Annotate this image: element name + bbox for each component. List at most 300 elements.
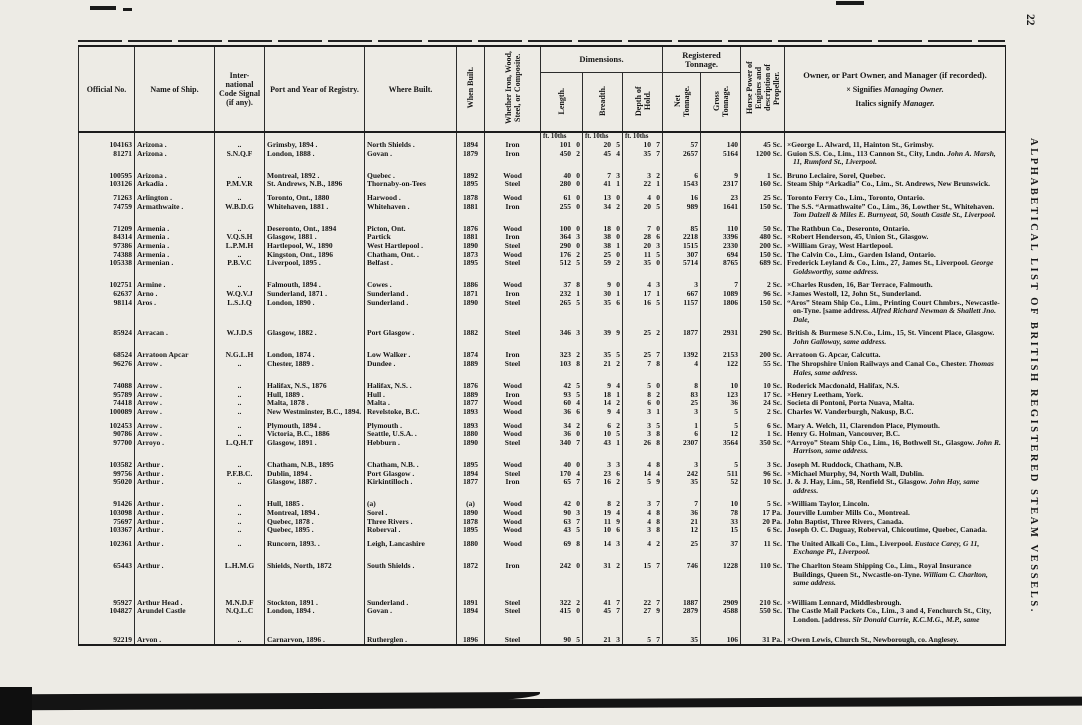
cell-where-built: Sorel .	[365, 509, 457, 518]
cell-depth: 20 5	[623, 203, 663, 220]
cell-code-signal: ..	[215, 251, 265, 260]
cell-when-built: 1871	[457, 290, 485, 299]
cell-when-built: 1895	[457, 526, 485, 535]
table-row	[79, 346, 1006, 360]
table-row	[79, 299, 1006, 325]
cell-horse-power: 160 Sc.	[741, 180, 785, 189]
cell-when-built: 1879	[457, 150, 485, 167]
cell-official-no: 97700	[79, 439, 135, 456]
cell-official-no: 74088	[79, 377, 135, 391]
table-row	[79, 203, 1006, 220]
cell-material: Wood	[485, 220, 541, 234]
cell-length: 450 2	[541, 150, 583, 167]
cell-port-registry: Sunderland, 1871 .	[265, 290, 365, 299]
cell-gross-tonnage: 122	[701, 360, 741, 377]
cell-material: Steel	[485, 360, 541, 377]
cell-ship-name: Arthur .	[135, 470, 215, 479]
cell-net-tonnage: 746	[663, 557, 701, 588]
cell-where-built: Seattle, U.S.A. .	[365, 430, 457, 439]
cell-when-built: 1878	[457, 189, 485, 203]
cell-net-tonnage: 3	[663, 276, 701, 290]
cell-official-no: 103098	[79, 509, 135, 518]
cell-breadth: 35 6	[583, 299, 623, 325]
cell-material: Wood	[485, 167, 541, 181]
cell-depth: 17 1	[623, 290, 663, 299]
cell-material: Steel	[485, 180, 541, 189]
cell-horse-power: 290 Sc.	[741, 324, 785, 346]
cell-port-registry: Montreal, 1892 .	[265, 167, 365, 181]
cell-length: 170 4	[541, 470, 583, 479]
cell-port-registry: Halifax, N.S., 1876	[265, 377, 365, 391]
cell-gross-tonnage: 110	[701, 220, 741, 234]
cell-material: Iron	[485, 233, 541, 242]
cell-port-registry: Grimsby, 1894 .	[265, 141, 365, 150]
cell-when-built: 1889	[457, 360, 485, 377]
cell-owner: Henry G. Holman, Vancouver, B.C.	[785, 430, 1006, 439]
cell-ship-name: Arrow .	[135, 391, 215, 400]
cell-horse-power: 17 Pa.	[741, 509, 785, 518]
cell-where-built: Sunderland .	[365, 588, 457, 608]
cell-length: 42 5	[541, 377, 583, 391]
cell-material: Steel	[485, 588, 541, 608]
cell-where-built: Dundee .	[365, 360, 457, 377]
cell-where-built: Sunderland .	[365, 299, 457, 325]
cell-gross-tonnage: 12	[701, 430, 741, 439]
cell-gross-tonnage: 2153	[701, 346, 741, 360]
cell-owner: ×Owen Lewis, Church St., Newborough, co. Anglesey.	[785, 625, 1006, 646]
cell-gross-tonnage: 23	[701, 189, 741, 203]
scan-corner-artifact	[0, 687, 32, 725]
header-port-registry: Port and Year of Registry.	[265, 46, 365, 132]
cell-owner: Frederick Leyland & Co., Lim., 27, James St., Liverpool. George Goldsworthy, same address.	[785, 259, 1006, 276]
cell-breadth: 25 0	[583, 251, 623, 260]
table-row	[79, 417, 1006, 431]
cell-net-tonnage: 16	[663, 189, 701, 203]
cell-official-no: 74418	[79, 399, 135, 408]
cell-material: Steel	[485, 439, 541, 456]
cell-code-signal: W.B.D.G	[215, 203, 265, 220]
cell-breadth: 20 5	[583, 141, 623, 150]
cell-depth: 35 7	[623, 150, 663, 167]
cell-breadth: 7 3	[583, 167, 623, 181]
cell-ship-name: Armenia .	[135, 242, 215, 251]
cell-code-signal: ..	[215, 417, 265, 431]
cell-code-signal: ..	[215, 276, 265, 290]
cell-official-no: 74759	[79, 203, 135, 220]
cell-where-built: Govan .	[365, 150, 457, 167]
cell-code-signal: ..	[215, 391, 265, 400]
cell-depth: 7 8	[623, 360, 663, 377]
cell-owner: J. & J. Hay, Lim., 58, Renfield St., Glasgow. John Hay, same address.	[785, 478, 1006, 495]
cell-length: 280 0	[541, 180, 583, 189]
header-code-signal: Inter-national Code Signal (if any).	[215, 46, 265, 132]
cell-horse-power: 45 Sc.	[741, 141, 785, 150]
cell-official-no: 90786	[79, 430, 135, 439]
cell-ship-name: Arthur .	[135, 495, 215, 509]
unit-depth: ft. 10ths	[623, 132, 663, 141]
header-when-built: When Built.	[457, 46, 485, 132]
cell-length: 255 0	[541, 203, 583, 220]
cell-depth: 25 7	[623, 346, 663, 360]
cell-ship-name: Arno .	[135, 290, 215, 299]
cell-code-signal: ..	[215, 509, 265, 518]
table-row	[79, 324, 1006, 346]
cell-length: 323 2	[541, 346, 583, 360]
cell-ship-name: Armine .	[135, 276, 215, 290]
cell-owner: ×Henry Leetham, York.	[785, 391, 1006, 400]
cell-port-registry: London, 1894 .	[265, 607, 365, 624]
cell-code-signal: ..	[215, 518, 265, 527]
cell-material: Wood	[485, 399, 541, 408]
cell-when-built: 1894	[457, 141, 485, 150]
cell-code-signal: ..	[215, 189, 265, 203]
cell-port-registry: New Westminster, B.C., 1894.	[265, 408, 365, 417]
cell-gross-tonnage: 1089	[701, 290, 741, 299]
cell-gross-tonnage: 36	[701, 399, 741, 408]
cell-ship-name: Arizona .	[135, 167, 215, 181]
cell-length: 36 6	[541, 408, 583, 417]
cell-gross-tonnage: 694	[701, 251, 741, 260]
cell-length: 415 0	[541, 607, 583, 624]
side-title: ALPHABETICAL LIST OF BRITISH REGISTERED STEAM VESSELS.	[1028, 138, 1039, 615]
table-row	[79, 535, 1006, 557]
cell-breadth: 16 2	[583, 478, 623, 495]
cell-length: 265 5	[541, 299, 583, 325]
cell-net-tonnage: 7	[663, 495, 701, 509]
cell-code-signal: ..	[215, 430, 265, 439]
cell-ship-name: Arthur .	[135, 535, 215, 557]
cell-length: 364 3	[541, 233, 583, 242]
cell-port-registry: St. Andrews, N.B., 1896	[265, 180, 365, 189]
cell-gross-tonnage: 4588	[701, 607, 741, 624]
header-owner	[785, 46, 1006, 132]
cell-when-built: 1881	[457, 203, 485, 220]
cell-port-registry: Hull, 1889 .	[265, 391, 365, 400]
cell-code-signal: V.Q.S.H	[215, 233, 265, 242]
cell-net-tonnage: 83	[663, 391, 701, 400]
cell-when-built: 1873	[457, 251, 485, 260]
cell-gross-tonnage: 5	[701, 417, 741, 431]
cell-breadth: 18 1	[583, 391, 623, 400]
cell-code-signal: W.Q.V.J	[215, 290, 265, 299]
cell-depth: 3 8	[623, 430, 663, 439]
cell-material: Steel	[485, 470, 541, 479]
cell-horse-power: 350 Sc.	[741, 439, 785, 456]
cell-where-built: Whitehaven .	[365, 203, 457, 220]
cell-where-built: Hull .	[365, 391, 457, 400]
cell-ship-name: Armenia .	[135, 251, 215, 260]
cell-gross-tonnage: 1806	[701, 299, 741, 325]
cell-length: 90 5	[541, 625, 583, 646]
owner-note-managing: × Signifies Managing Owner.	[846, 84, 944, 94]
cell-code-signal: ..	[215, 456, 265, 470]
cell-length: 36 0	[541, 430, 583, 439]
cell-ship-name: Arroyo .	[135, 439, 215, 456]
cell-owner: Roderick Macdonald, Halifax, N.S.	[785, 377, 1006, 391]
cell-horse-power: 24 Sc.	[741, 399, 785, 408]
cell-where-built: North Shields .	[365, 141, 457, 150]
table-row	[79, 259, 1006, 276]
cell-net-tonnage: 1157	[663, 299, 701, 325]
cell-owner: “Arroyo” Steam Ship Co., Lim., 16, Bothwell St., Glasgow. John R. Harrison, same address.	[785, 439, 1006, 456]
cell-net-tonnage: 989	[663, 203, 701, 220]
cell-length: 100 0	[541, 220, 583, 234]
table-body	[79, 132, 1006, 645]
cell-port-registry: Chatham, N.B., 1895	[265, 456, 365, 470]
cell-code-signal: L.S.J.Q	[215, 299, 265, 325]
cell-code-signal: ..	[215, 141, 265, 150]
cell-code-signal: M.N.D.F	[215, 588, 265, 608]
cell-breadth: 34 2	[583, 203, 623, 220]
cell-official-no: 91426	[79, 495, 135, 509]
cell-official-no: 100089	[79, 408, 135, 417]
cell-where-built: Picton, Ont.	[365, 220, 457, 234]
cell-breadth: 10 6	[583, 526, 623, 535]
cell-material: Wood	[485, 408, 541, 417]
cell-depth: 10 7	[623, 141, 663, 150]
cell-breadth: 14 2	[583, 399, 623, 408]
cell-code-signal: ..	[215, 495, 265, 509]
cell-owner: Bruno Leclaire, Sorel, Quebec.	[785, 167, 1006, 181]
table-row	[79, 377, 1006, 391]
cell-official-no: 81271	[79, 150, 135, 167]
cell-net-tonnage: 1515	[663, 242, 701, 251]
cell-port-registry: Dublin, 1894 .	[265, 470, 365, 479]
cell-breadth: 19 4	[583, 509, 623, 518]
cell-official-no: 104827	[79, 607, 135, 624]
cell-port-registry: London, 1874 .	[265, 346, 365, 360]
cell-port-registry: Chester, 1889 .	[265, 360, 365, 377]
cell-code-signal: ..	[215, 535, 265, 557]
cell-ship-name: Arundel Castle	[135, 607, 215, 624]
cell-horse-power: 210 Sc.	[741, 588, 785, 608]
cell-code-signal: P.M.V.R	[215, 180, 265, 189]
cell-where-built: Port Glasgow .	[365, 470, 457, 479]
cell-length: 346 3	[541, 324, 583, 346]
cell-material: Iron	[485, 141, 541, 150]
cell-official-no: 65443	[79, 557, 135, 588]
cell-breadth: 41 7	[583, 588, 623, 608]
cell-when-built: 1890	[457, 299, 485, 325]
cell-gross-tonnage: 7	[701, 276, 741, 290]
cell-where-built: Govan .	[365, 607, 457, 624]
cell-where-built: Quebec .	[365, 167, 457, 181]
cell-port-registry: Montreal, 1894 .	[265, 509, 365, 518]
owner-title: Owner, or Part Owner, and Manager (if recorded).	[803, 69, 987, 80]
cell-port-registry: Deseronto, Ont., 1894	[265, 220, 365, 234]
cell-depth: 3 1	[623, 408, 663, 417]
cell-breadth: 41 1	[583, 180, 623, 189]
cell-owner: Guion S.S. Co., Lim., 113 Cannon St., City, Lndn. John A. Marsh, 11, Rumford St., Liverpool.	[785, 150, 1006, 167]
header-registered-tonnage: Registered Tonnage.	[663, 46, 741, 73]
cell-horse-power: 6 Sc.	[741, 526, 785, 535]
cell-horse-power: 550 Sc.	[741, 607, 785, 624]
table-head	[79, 46, 1006, 132]
cell-gross-tonnage: 2317	[701, 180, 741, 189]
cell-breadth: 10 5	[583, 430, 623, 439]
table-row	[79, 526, 1006, 535]
cell-port-registry: London, 1888 .	[265, 150, 365, 167]
cell-material: Wood	[485, 456, 541, 470]
cell-official-no: 103367	[79, 526, 135, 535]
cell-gross-tonnage: 10	[701, 495, 741, 509]
cell-net-tonnage: 6	[663, 430, 701, 439]
cell-horse-power: 1 Sc.	[741, 430, 785, 439]
cell-owner: ×James Westoll, 12, John St., Sunderland.	[785, 290, 1006, 299]
table-row	[79, 189, 1006, 203]
cell-gross-tonnage: 5164	[701, 150, 741, 167]
cell-horse-power: 31 Pa.	[741, 625, 785, 646]
cell-material: Wood	[485, 276, 541, 290]
cell-material: Steel	[485, 625, 541, 646]
header-net-tonnage: Net Tonnage.	[663, 73, 701, 132]
cell-where-built: Halifax, N.S. .	[365, 377, 457, 391]
cell-official-no: 71209	[79, 220, 135, 234]
cell-ship-name: Arrow .	[135, 360, 215, 377]
cell-length: 101 0	[541, 141, 583, 150]
cell-net-tonnage: 36	[663, 509, 701, 518]
cell-ship-name: Arrow .	[135, 430, 215, 439]
cell-material: Wood	[485, 509, 541, 518]
cell-depth: 3 8	[623, 526, 663, 535]
cell-owner: Jourville Lumber Mills Co., Montreal.	[785, 509, 1006, 518]
register-table	[78, 45, 1006, 646]
cell-depth: 22 1	[623, 180, 663, 189]
cell-when-built: 1895	[457, 180, 485, 189]
cell-net-tonnage: 25	[663, 535, 701, 557]
cell-when-built: 1877	[457, 399, 485, 408]
cell-owner: The United Alkali Co., Lim., Liverpool. Eustace Carey, G 11, Exchange Pl., Liverpool.	[785, 535, 1006, 557]
cell-official-no: 105338	[79, 259, 135, 276]
cell-code-signal: N.Q.L.C	[215, 607, 265, 624]
table-row	[79, 588, 1006, 608]
cell-official-no: 74388	[79, 251, 135, 260]
cell-owner: ×Charles Rusden, 16, Bar Terrace, Falmouth.	[785, 276, 1006, 290]
cell-net-tonnage: 35	[663, 478, 701, 495]
cell-ship-name: Arthur .	[135, 526, 215, 535]
cell-owner: Joseph M. Ruddock, Chatham, N.B.	[785, 456, 1006, 470]
header-horse-power: Horse Power of Engines and description of Propeller.	[741, 46, 785, 132]
cell-horse-power: 110 Sc.	[741, 557, 785, 588]
table-row	[79, 150, 1006, 167]
cell-material: Wood	[485, 518, 541, 527]
cell-depth: 4 3	[623, 276, 663, 290]
cell-gross-tonnage: 106	[701, 625, 741, 646]
cell-ship-name: Arvon .	[135, 625, 215, 646]
cell-port-registry: Stockton, 1891 .	[265, 588, 365, 608]
cell-ship-name: Arthur .	[135, 456, 215, 470]
cell-ship-name: Arrow .	[135, 408, 215, 417]
cell-horse-power: 20 Pa.	[741, 518, 785, 527]
cell-gross-tonnage: 2931	[701, 324, 741, 346]
cell-official-no: 95020	[79, 478, 135, 495]
cell-owner: Toronto Ferry Co., Lim., Toronto, Ontario.	[785, 189, 1006, 203]
cell-gross-tonnage: 123	[701, 391, 741, 400]
cell-material: Iron	[485, 391, 541, 400]
cell-net-tonnage: 1	[663, 417, 701, 431]
cell-breadth: 23 6	[583, 470, 623, 479]
cell-when-built: 1889	[457, 391, 485, 400]
cell-where-built: Rutherglen .	[365, 625, 457, 646]
cell-when-built: 1893	[457, 417, 485, 431]
cell-ship-name: Arthur .	[135, 478, 215, 495]
cell-official-no: 75697	[79, 518, 135, 527]
cell-owner: John Baptist, Three Rivers, Canada.	[785, 518, 1006, 527]
cell-material: Wood	[485, 430, 541, 439]
cell-when-built: 1895	[457, 456, 485, 470]
cell-breadth: 8 2	[583, 495, 623, 509]
cell-owner: Charles W. Vanderburgh, Nakusp, B.C.	[785, 408, 1006, 417]
cell-horse-power: 96 Sc.	[741, 470, 785, 479]
cell-breadth: 9 4	[583, 408, 623, 417]
cell-material: Wood	[485, 535, 541, 557]
table-row	[79, 557, 1006, 588]
page-number: 22	[1024, 14, 1036, 26]
cell-horse-power: 480 Sc.	[741, 233, 785, 242]
cell-breadth: 6 2	[583, 417, 623, 431]
cell-gross-tonnage: 8765	[701, 259, 741, 276]
cell-when-built: 1894	[457, 607, 485, 624]
cell-when-built: (a)	[457, 495, 485, 509]
cell-official-no: 71263	[79, 189, 135, 203]
cell-length: 40 0	[541, 167, 583, 181]
table-row	[79, 180, 1006, 189]
cell-owner: ×William Taylor, Lincoln.	[785, 495, 1006, 509]
cell-official-no: 95789	[79, 391, 135, 400]
cell-net-tonnage: 307	[663, 251, 701, 260]
cell-official-no: 96276	[79, 360, 135, 377]
cell-breadth: 38 1	[583, 242, 623, 251]
cell-when-built: 1880	[457, 535, 485, 557]
header-official-no: Official No.	[79, 46, 135, 132]
cell-horse-power: 5 Sc.	[741, 495, 785, 509]
unit-cell	[365, 132, 457, 141]
cell-official-no: 102751	[79, 276, 135, 290]
cell-horse-power: 200 Sc.	[741, 242, 785, 251]
unit-breadth: ft. 10ths	[583, 132, 623, 141]
cell-when-built: 1877	[457, 478, 485, 495]
cell-owner: The Shropshire Union Railways and Canal Co., Chester. Thomas Hales, same address.	[785, 360, 1006, 377]
cell-ship-name: Arkadia .	[135, 180, 215, 189]
cell-length: 93 5	[541, 391, 583, 400]
table-row	[79, 478, 1006, 495]
cell-gross-tonnage: 33	[701, 518, 741, 527]
cell-port-registry: Glasgow, 1881 .	[265, 233, 365, 242]
cell-gross-tonnage: 2330	[701, 242, 741, 251]
cell-where-built: Port Glasgow .	[365, 324, 457, 346]
cell-net-tonnage: 57	[663, 141, 701, 150]
cell-horse-power: 10 Sc.	[741, 478, 785, 495]
cell-net-tonnage: 1543	[663, 180, 701, 189]
cell-net-tonnage: 25	[663, 399, 701, 408]
scan-dash-artifact	[90, 6, 116, 10]
cell-code-signal: ..	[215, 526, 265, 535]
cell-port-registry: Kingston, Ont., 1896	[265, 251, 365, 260]
cell-net-tonnage: 2657	[663, 150, 701, 167]
cell-breadth: 14 3	[583, 535, 623, 557]
cell-length: 340 7	[541, 439, 583, 456]
cell-code-signal: S.N.Q.F	[215, 150, 265, 167]
cell-gross-tonnage: 10	[701, 377, 741, 391]
cell-breadth: 21 2	[583, 360, 623, 377]
cell-depth: 3 2	[623, 167, 663, 181]
cell-port-registry: Whitehaven, 1881 .	[265, 203, 365, 220]
cell-gross-tonnage: 9	[701, 167, 741, 181]
cell-horse-power: 1200 Sc.	[741, 150, 785, 167]
cell-gross-tonnage: 5	[701, 408, 741, 417]
cell-net-tonnage: 2307	[663, 439, 701, 456]
cell-depth: 7 0	[623, 220, 663, 234]
